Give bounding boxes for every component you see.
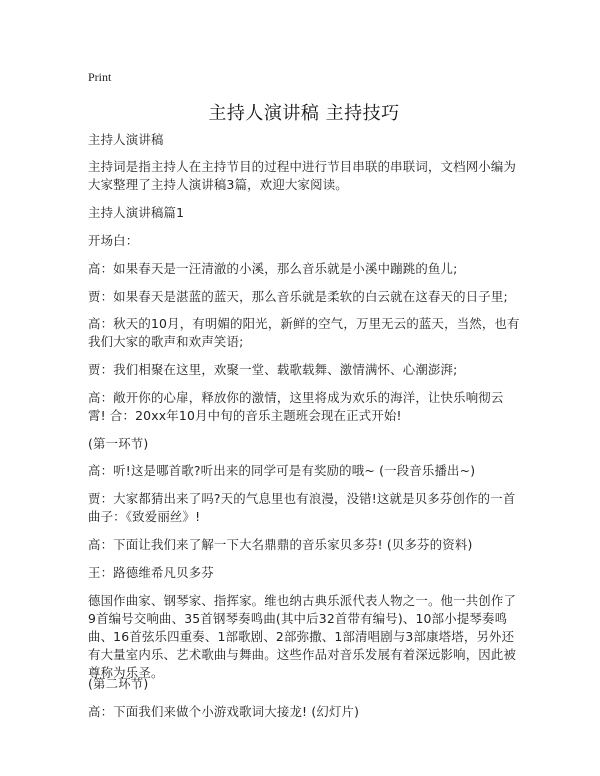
dialogue-line: 高：如果春天是一汪清澈的小溪，那么音乐就是小溪中蹦跳的鱼儿; bbox=[88, 261, 458, 276]
document-title: 主持人演讲稿 主持技巧 bbox=[208, 103, 400, 124]
dialogue-line: 贾：如果春天是湛蓝的蓝天，那么音乐就是柔软的白云就在这春天的日子里; bbox=[88, 289, 508, 304]
section-heading: 主持人演讲稿 bbox=[88, 132, 164, 147]
subsection-heading: 主持人演讲稿篇1 bbox=[88, 205, 185, 220]
biography-paragraph: 德国作曲家、钢琴家、指挥家。维也纳古典乐派代表人物之一。他一共创作了9首编号交响曲、35首钢琴奏鸣曲(其中后32首带有编号)、10部小提琴奏鸣曲、16首弦乐四重奏、1部歌剧、2部弥撒、1部清唱剧与3部康塔塔，另外还有大量室内乐、艺术歌曲与舞曲。这些作品对音乐发展有着深远影响，因此被尊称为乐圣。 bbox=[88, 593, 517, 680]
dialogue-line: 高：下面让我们来了解一下大名鼎鼎的音乐家贝多芬! (贝多芬的资料) bbox=[88, 537, 473, 552]
print-label: Print bbox=[88, 70, 112, 84]
segment-label: (第二环节) bbox=[88, 676, 149, 691]
dialogue-line: 高：听!这是哪首歌?听出来的同学可是有奖励的哦~ (一段音乐播出~) bbox=[88, 463, 476, 478]
dialogue-line: 王：路德维希凡贝多芬 bbox=[88, 565, 214, 580]
dialogue-line: 贾：我们相聚在这里，欢聚一堂、载歌载舞、激情满怀、心潮澎湃; bbox=[88, 362, 458, 377]
dialogue-line: 高：秋天的10月，有明媚的阳光，新鲜的空气，万里无云的蓝天，当然，也有我们大家的歌声和欢声笑语; bbox=[88, 316, 520, 349]
dialogue-line: 高：敞开你的心扉，释放你的激情，这里将成为欢乐的海洋，让快乐响彻云霄! 合：20xx年10月中旬的音乐主题班会现在正式开始! bbox=[88, 390, 504, 423]
dialogue-line: 高：下面我们来做个小游戏歌词大接龙! (幻灯片) bbox=[88, 704, 360, 719]
segment-label: (第一环节) bbox=[88, 436, 149, 451]
dialogue-line: 贾：大家都猜出来了吗?天的气息里也有浪漫，没错!这就是贝多芬创作的一首曲子：《致爱丽丝》! bbox=[88, 491, 516, 524]
intro-paragraph: 主持词是指主持人在主持节目的过程中进行节目串联的串联词，文档网小编为大家整理了主持人演讲稿3篇，欢迎大家阅读。 bbox=[88, 159, 517, 192]
opening-label: 开场白： bbox=[88, 233, 139, 248]
